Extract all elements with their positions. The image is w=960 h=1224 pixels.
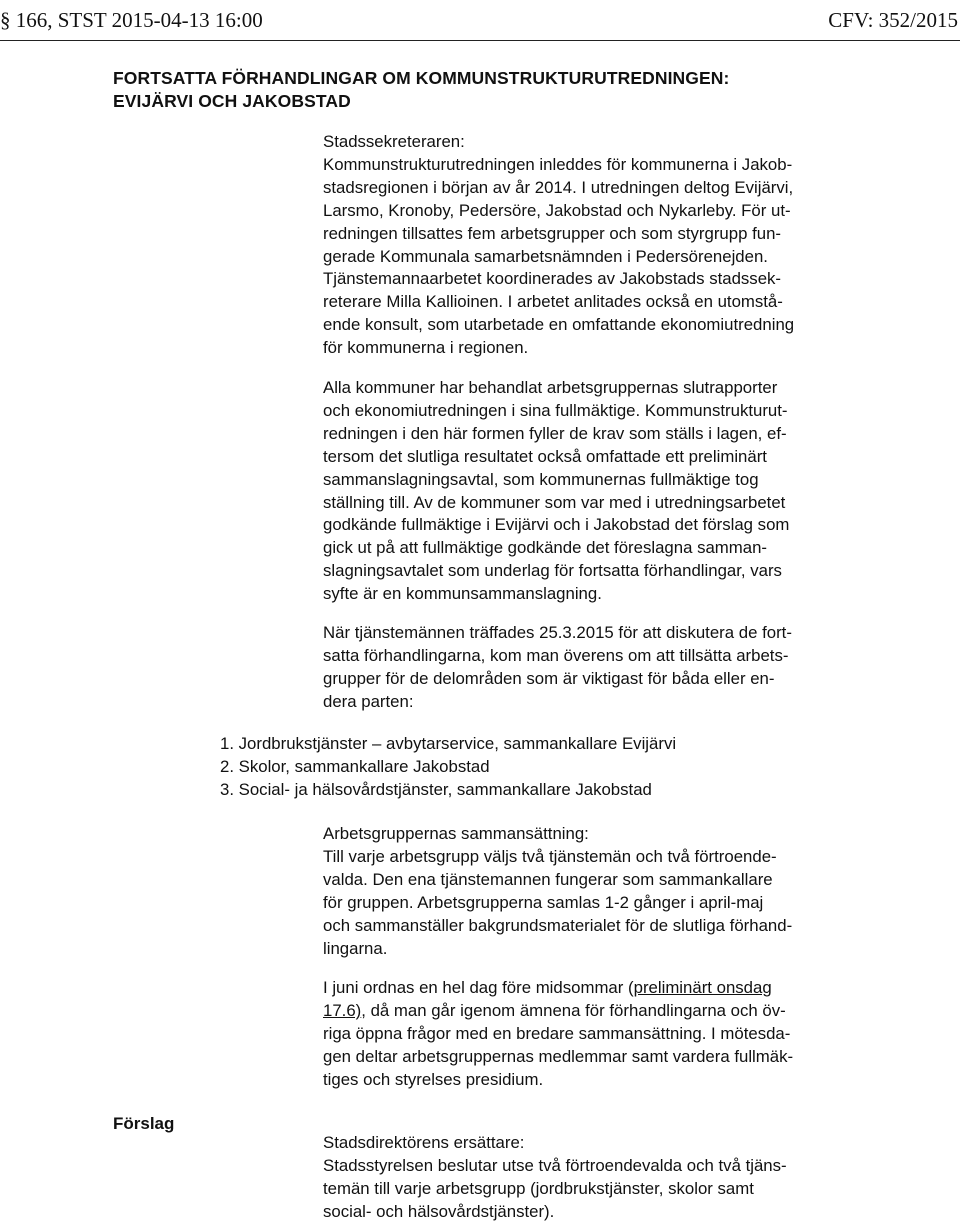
- case-number: CFV: 352/2015: [828, 8, 958, 32]
- text-line: Larsmo, Kronoby, Pedersöre, Jakobstad och Nykarleby. För ut-: [323, 200, 791, 220]
- section-composition: [323, 823, 943, 960]
- text-line: syfte är en kommunsammanslagning.: [323, 584, 602, 604]
- section-reference: § 166, STST 2015-04-13 16:00: [0, 8, 263, 32]
- text-span: I juni ordnas en hel dag före midsommar (: [323, 978, 634, 997]
- text-line: och ekonomiutredningen i sina fullmäktige. Kommunstrukturut-: [323, 400, 788, 420]
- working-groups-list: [220, 733, 920, 802]
- underlined-date-text: preliminärt onsdag: [633, 978, 772, 997]
- text-line: Tjänstemannaarbetet koordinerades av Jakobstads stadssek-: [323, 269, 782, 289]
- text-line: lingarna.: [323, 938, 388, 958]
- text-line: för gruppen. Arbetsgrupperna samlas 1-2 gånger i april-maj: [323, 892, 764, 912]
- text-line: Till varje arbetsgrupp väljs två tjänstemän och två förtroende-: [323, 846, 777, 866]
- text-line: sammanslagningsavtal, som kommunernas fullmäktige tog: [323, 469, 759, 489]
- text-line: Alla kommuner har behandlat arbetsgruppernas slutrapporter: [323, 378, 778, 397]
- page-header: [0, 4, 960, 38]
- section-heading: Arbetsgruppernas sammansättning:: [323, 824, 589, 843]
- section-proposal: [323, 1132, 943, 1224]
- list-item: 1. Jordbrukstjänster – avbytarservice, sammankallare Evijärvi: [220, 734, 677, 753]
- text-line: slagningsavtalet som underlag för fortsatta förhandlingar, vars: [323, 561, 782, 581]
- title-line-1: FORTSATTA FÖRHANDLINGAR OM KOMMUNSTRUKTURUTREDNINGEN:: [113, 68, 730, 88]
- section-heading: Stadssekreteraren:: [323, 132, 465, 151]
- section-meeting-day: [323, 977, 943, 1092]
- text-line: [323, 1000, 943, 1023]
- section-status: [323, 377, 943, 606]
- text-line: tersom det slutliga resultatet också omfattade ett preliminärt: [323, 446, 767, 466]
- text-line: dera parten:: [323, 691, 414, 711]
- text-line: satta förhandlingarna, kom man överens om att tillsätta arbets-: [323, 645, 789, 665]
- text-line: gen deltar arbetsgruppernas medlemmar samt vardera fullmäk-: [323, 1046, 794, 1066]
- text-line: ende konsult, som utarbetade en omfattande ekonomiutredning: [323, 315, 795, 335]
- text-line: redningen tillsattes fem arbetsgrupper och som styrgrupp fun-: [323, 223, 781, 243]
- text-line: gick ut på att fullmäktige godkände det föreslagna samman-: [323, 538, 768, 558]
- underlined-date-text: 17.6): [323, 1000, 362, 1020]
- text-line: När tjänstemännen träffades 25.3.2015 för att diskutera de fort-: [323, 623, 792, 642]
- text-line: ställning till. Av de kommuner som var med i utredningsarbetet: [323, 492, 786, 512]
- section-heading: Stadsdirektörens ersättare:: [323, 1133, 525, 1152]
- text-line: godkände fullmäktige i Evijärvi och i Jakobstad det förslag som: [323, 515, 790, 535]
- text-line: stadsregionen i början av år 2014. I utredningen deltog Evijärvi,: [323, 177, 794, 197]
- text-line: temän till varje arbetsgrupp (jordbrukstjänster, skolor samt: [323, 1178, 754, 1198]
- text-line: grupper för de delområden som är viktigast för båda eller en-: [323, 668, 775, 688]
- document-title: [113, 67, 933, 113]
- text-line: valda. Den ena tjänstemannen fungerar som sammankallare: [323, 869, 773, 889]
- text-span: , då man går igenom ämnena för förhandlingarna och öv-: [361, 1000, 786, 1020]
- section-background: [323, 131, 943, 360]
- text-line: redningen i den här formen fyller de krav som ställs i lagen, ef-: [323, 423, 787, 443]
- list-item: 3. Social- ja hälsovårdstjänster, sammankallare Jakobstad: [220, 779, 652, 799]
- text-line: riga öppna frågor med en bredare sammansättning. I mötesda-: [323, 1023, 791, 1043]
- text-line: reterare Milla Kallioinen. I arbetet anlitades också en utomstå-: [323, 292, 783, 312]
- proposal-label: Förslag: [113, 1114, 175, 1133]
- title-line-2: EVIJÄRVI OCH JAKOBSTAD: [113, 91, 351, 111]
- list-item: 2. Skolor, sammankallare Jakobstad: [220, 756, 490, 776]
- header-divider: [0, 40, 960, 41]
- text-line: och sammanställer bakgrundsmaterialet för de slutliga förhand-: [323, 915, 793, 935]
- text-line: gerade Kommunala samarbetsnämnden i Pedersörenejden.: [323, 246, 768, 266]
- section-meeting: [323, 622, 943, 714]
- text-line: Kommunstrukturutredningen inleddes för kommunerna i Jakob-: [323, 154, 793, 174]
- text-line: för kommunerna i regionen.: [323, 338, 529, 358]
- text-line: Stadsstyrelsen beslutar utse två förtroendevalda och två tjäns-: [323, 1155, 787, 1175]
- text-line: [323, 977, 943, 1000]
- text-line: tiges och styrelses presidium.: [323, 1069, 544, 1089]
- text-line: social- och hälsovårdstjänster).: [323, 1201, 555, 1221]
